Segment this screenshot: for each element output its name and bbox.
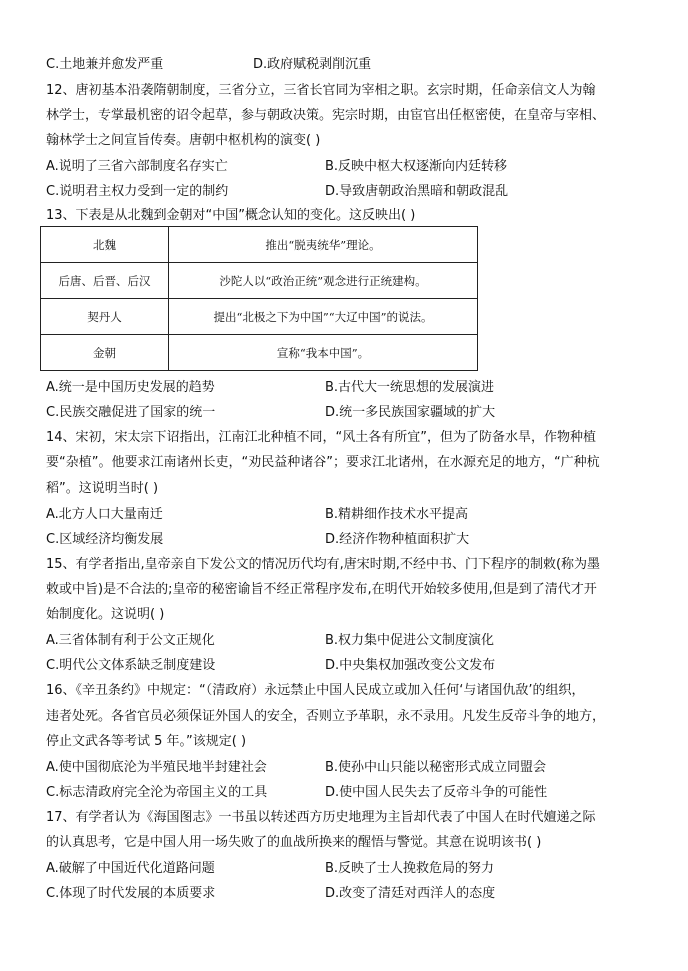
q14-option-c: C.区域经济均衡发展 xyxy=(46,532,164,547)
q16-option-c: C.标志清政府完全沦为帝国主义的工具 xyxy=(46,785,268,800)
q14-option-a: A.北方人口大量南迁 xyxy=(46,507,163,522)
q12-option-a: A.说明了三省六部制度名存实亡 xyxy=(46,159,228,174)
q13-option-b: B.古代大一统思想的发展演进 xyxy=(325,380,495,395)
q17-option-b: B.反映了士人挽救危局的努力 xyxy=(325,861,495,876)
table-cell-concept: 沙陀人以“政治正统”观念进行正统建构。 xyxy=(169,263,478,299)
table-row xyxy=(41,299,478,335)
q16-option-b: B.使孙中山只能以秘密形式成立同盟会 xyxy=(325,760,547,775)
q17-option-a: A.破解了中国近代化道路问题 xyxy=(46,861,215,876)
q17-stem-line-1: 17、有学者认为《海国图志》一书虽以转述西方历史地理为主旨却代表了中国人在时代嬗递之际 xyxy=(46,810,596,825)
q14-options-cd xyxy=(46,532,646,548)
q13-option-d: D.统一多民族国家疆域的扩大 xyxy=(325,405,496,420)
q16-stem-line-1: 16、《辛丑条约》中规定：“（清政府）永远禁止中国人民成立或加入任何‘与诸国仇敌’的组织， xyxy=(46,683,585,698)
q17-option-d: D.改变了清廷对西洋人的态度 xyxy=(325,886,496,901)
q16-stem-line-2: 违者处死。各省官员必须保证外国人的安全，否则立予革职，永不录用。凡发生反帝斗争的地方， xyxy=(46,709,606,724)
q13-table xyxy=(40,226,478,371)
q16-options-ab xyxy=(46,760,646,776)
table-cell-concept: 宣称“我本中国”。 xyxy=(169,335,478,371)
q16-stem-line-3: 停止文武各等考试 5 年。”该规定( ) xyxy=(46,734,247,749)
q15-options-ab xyxy=(46,633,646,649)
table-row xyxy=(41,335,478,371)
table-cell-dynasty: 金朝 xyxy=(41,335,169,371)
q15-option-d: D.中央集权加强改变公文发布 xyxy=(325,658,496,673)
q14-option-b: B.精耕细作技术水平提高 xyxy=(325,507,469,522)
table-cell-concept: 提出“北极之下为中国”“大辽中国”的说法。 xyxy=(169,299,478,335)
q14-stem-line-1: 14、宋初，宋太宗下诏指出，江南江北种植不同，“风土各有所宜”，但为了防备水旱，作物种植 xyxy=(46,430,597,445)
q16-option-d: D.使中国人民失去了反帝斗争的可能性 xyxy=(325,785,548,800)
q15-stem-line-2: 敕或中旨)是不合法的;皇帝的秘密谕旨不经正常程序发布,在明代开始较多使用,但是到了清代才开 xyxy=(46,582,597,597)
q17-stem-line-2: 的认真思考，它是中国人用一场失败了的血战所换来的醒悟与警觉。其意在说明该书( ) xyxy=(46,835,542,850)
q17-option-c: C.体现了时代发展的本质要求 xyxy=(46,886,216,901)
q12-option-d: D.导致唐朝政治黑暗和朝政混乱 xyxy=(325,184,509,199)
q17-options-ab xyxy=(46,861,646,877)
q13-options-ab xyxy=(46,380,646,396)
q11-option-c: C.土地兼并愈发严重 xyxy=(46,57,164,72)
q12-option-c: C.说明君主权力受到一定的制约 xyxy=(46,184,229,199)
q17-options-cd xyxy=(46,886,646,902)
q12-stem-line-3: 翰林学士之间宣旨传奏。唐朝中枢机构的演变( ) xyxy=(46,133,321,148)
q15-option-a: A.三省体制有利于公文正规化 xyxy=(46,633,215,648)
table-row xyxy=(41,227,478,263)
q12-stem-line-2: 林学士，专掌最机密的诏令起草，参与朝政决策。宪宗时期，由宦官出任枢密使，在皇帝与宰相、 xyxy=(46,108,606,123)
table-cell-dynasty: 后唐、后晋、后汉 xyxy=(41,263,169,299)
q11-options-cd xyxy=(46,57,646,73)
q15-option-c: C.明代公文体系缺乏制度建设 xyxy=(46,658,216,673)
table-cell-concept: 推出“脱夷统华”理论。 xyxy=(169,227,478,263)
q16-option-a: A.使中国彻底沦为半殖民地半封建社会 xyxy=(46,760,267,775)
q12-option-b: B.反映中枢大权逐渐向内廷转移 xyxy=(325,159,508,174)
q15-options-cd xyxy=(46,658,646,674)
q14-stem-line-2: 要“杂植”。他要求江南诸州长吏，“劝民益种诸谷”；要求江北诸州，在水源充足的地方，“广种杭 xyxy=(46,455,600,470)
table-cell-dynasty: 契丹人 xyxy=(41,299,169,335)
q12-stem-line-1: 12、唐初基本沿袭隋朝制度，三省分立，三省长官同为宰相之职。玄宗时期，任命亲信文人为翰 xyxy=(46,83,596,98)
q15-stem-line-3: 始制度化。这说明( ) xyxy=(46,607,165,622)
table-cell-dynasty: 北魏 xyxy=(41,227,169,263)
q16-options-cd xyxy=(46,785,646,801)
q14-options-ab xyxy=(46,507,646,523)
q12-options-ab xyxy=(46,159,646,175)
q13-stem: 13、下表是从北魏到金朝对“中国”概念认知的变化。这反映出( ) xyxy=(46,208,416,223)
q15-option-b: B.权力集中促进公文制度演化 xyxy=(325,633,495,648)
q11-option-d: D.政府赋税剥削沉重 xyxy=(253,57,372,72)
q15-stem-line-1: 15、有学者指出,皇帝亲自下发公文的情况历代均有,唐宋时期,不经中书、门下程序的制敕(称为墨 xyxy=(46,557,601,572)
q13-options-cd xyxy=(46,405,646,421)
table-row xyxy=(41,263,478,299)
q14-option-d: D.经济作物种植面积扩大 xyxy=(325,532,470,547)
q12-options-cd xyxy=(46,184,646,200)
q13-option-c: C.民族交融促进了国家的统一 xyxy=(46,405,216,420)
q14-stem-line-3: 稻”。这说明当时( ) xyxy=(46,481,159,496)
q13-option-a: A.统一是中国历史发展的趋势 xyxy=(46,380,215,395)
